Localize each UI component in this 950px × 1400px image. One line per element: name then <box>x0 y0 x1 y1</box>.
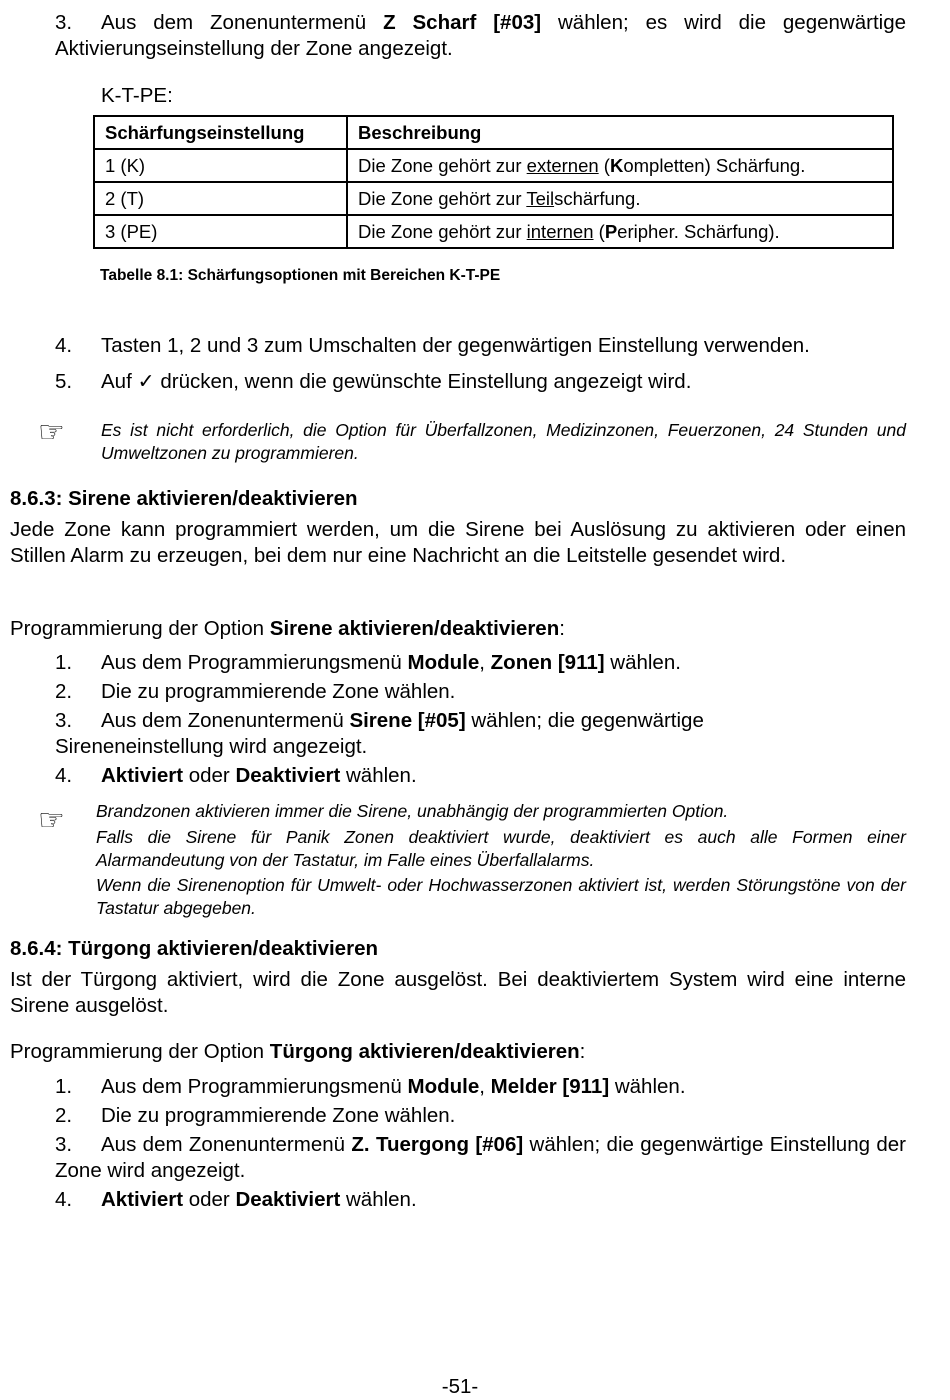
step-3-top: 3. Aus dem Zonenuntermenü Z Scharf [#03] wählen; es wird die gegenwärtige Aktivierungseinstellung der Zone angezeigt. <box>55 11 906 60</box>
step-number: 4. <box>55 764 73 787</box>
step-number: 3. <box>55 11 73 34</box>
step-2: 2. Die zu programmierende Zone wählen. <box>55 680 456 703</box>
step-number: 4. <box>55 334 73 357</box>
pointing-hand-icon: ☞ <box>38 416 65 449</box>
pointing-hand-icon: ☞ <box>38 804 65 837</box>
step-2: 2. Die zu programmierende Zone wählen. <box>55 1104 456 1127</box>
step-3: 3. Aus dem Zonenuntermenü Z. Tuergong [#06] wählen; die gegenwärtige Einstellung der Zone wird angezeigt. <box>55 1133 906 1182</box>
ktpe-label: K-T-PE: <box>101 84 173 107</box>
step-number: 5. <box>55 370 73 393</box>
section-intro: Jede Zone kann programmiert werden, um die Sirene bei Auslösung zu aktivieren oder einen Stillen Alarm zu erzeugen, bei dem nur eine Nachricht an die Leitstelle gesendet wird. <box>10 518 906 567</box>
step-number: 1. <box>55 1075 73 1098</box>
table-row <box>94 149 893 182</box>
arming-options-table <box>93 115 894 249</box>
step-5: 5. Auf ✓ drücken, wenn die gewünschte Einstellung angezeigt wird. <box>55 370 692 393</box>
step-number: 3. <box>55 709 73 732</box>
note-text: Es ist nicht erforderlich, die Option für Überfallzonen, Medizinzonen, Feuerzonen, 24 Stunden und Umweltzonen zu programmieren. <box>101 420 906 463</box>
table-header-description: Beschreibung <box>347 116 893 149</box>
table-row <box>94 215 893 248</box>
programming-line: Programmierung der Option Sirene aktivieren/deaktivieren: <box>10 617 565 640</box>
note-text: Wenn die Sirenenoption für Umwelt- oder Hochwasserzonen aktiviert ist, werden Störungstöne von der Tastatur abgegeben. <box>96 875 906 918</box>
step-number: 2. <box>55 1104 73 1127</box>
table-cell-description: Die Zone gehört zur externen (Kompletten) Schärfung. <box>347 149 893 182</box>
table-cell-setting: 3 (PE) <box>94 215 347 248</box>
table-cell-description: Die Zone gehört zur internen (Peripher. Schärfung). <box>347 215 893 248</box>
table-row <box>94 182 893 215</box>
section-heading: 8.6.3: Sirene aktivieren/deaktivieren <box>10 487 358 510</box>
table-header-setting: Schärfungseinstellung <box>94 116 347 149</box>
step-1: 1. Aus dem Programmierungsmenü Module, Zonen [911] wählen. <box>55 651 681 674</box>
step-4: 4. Aktiviert oder Deaktiviert wählen. <box>55 1188 417 1211</box>
step-4: 4. Aktiviert oder Deaktiviert wählen. <box>55 764 417 787</box>
table-caption: Tabelle 8.1: Schärfungsoptionen mit Bereichen K-T-PE <box>100 267 501 284</box>
step-3: 3. Aus dem Zonenuntermenü Sirene [#05] wählen; die gegenwärtige Sireneneinstellung wird angezeigt. <box>55 709 704 758</box>
step-number: 3. <box>55 1133 73 1156</box>
step-number: 4. <box>55 1188 73 1211</box>
table-cell-setting: 2 (T) <box>94 182 347 215</box>
step-1: 1. Aus dem Programmierungsmenü Module, Melder [911] wählen. <box>55 1075 686 1098</box>
note-text: Brandzonen aktivieren immer die Sirene, unabhängig der programmierten Option. <box>96 801 729 821</box>
programming-line: Programmierung der Option Türgong aktivieren/deaktivieren: <box>10 1040 586 1063</box>
table-cell-setting: 1 (K) <box>94 149 347 182</box>
step-number: 1. <box>55 651 73 674</box>
note-text: Falls die Sirene für Panik Zonen deaktiviert wurde, deaktiviert es auch alle Formen einer Alarmandeutung von der Tastatur, im Falle eines Überfallalarms. <box>96 827 906 870</box>
section-intro: Ist der Türgong aktiviert, wird die Zone ausgelöst. Bei deaktiviertem System wird eine interne Sirene ausgelöst. <box>10 968 906 1017</box>
table-cell-description: Die Zone gehört zur Teilschärfung. <box>347 182 893 215</box>
section-heading: 8.6.4: Türgong aktivieren/deaktivieren <box>10 937 378 960</box>
step-4: 4. Tasten 1, 2 und 3 zum Umschalten der gegenwärtigen Einstellung verwenden. <box>55 334 810 357</box>
page-number: -51- <box>441 1375 479 1398</box>
step-number: 2. <box>55 680 73 703</box>
table-header-row <box>94 116 893 149</box>
